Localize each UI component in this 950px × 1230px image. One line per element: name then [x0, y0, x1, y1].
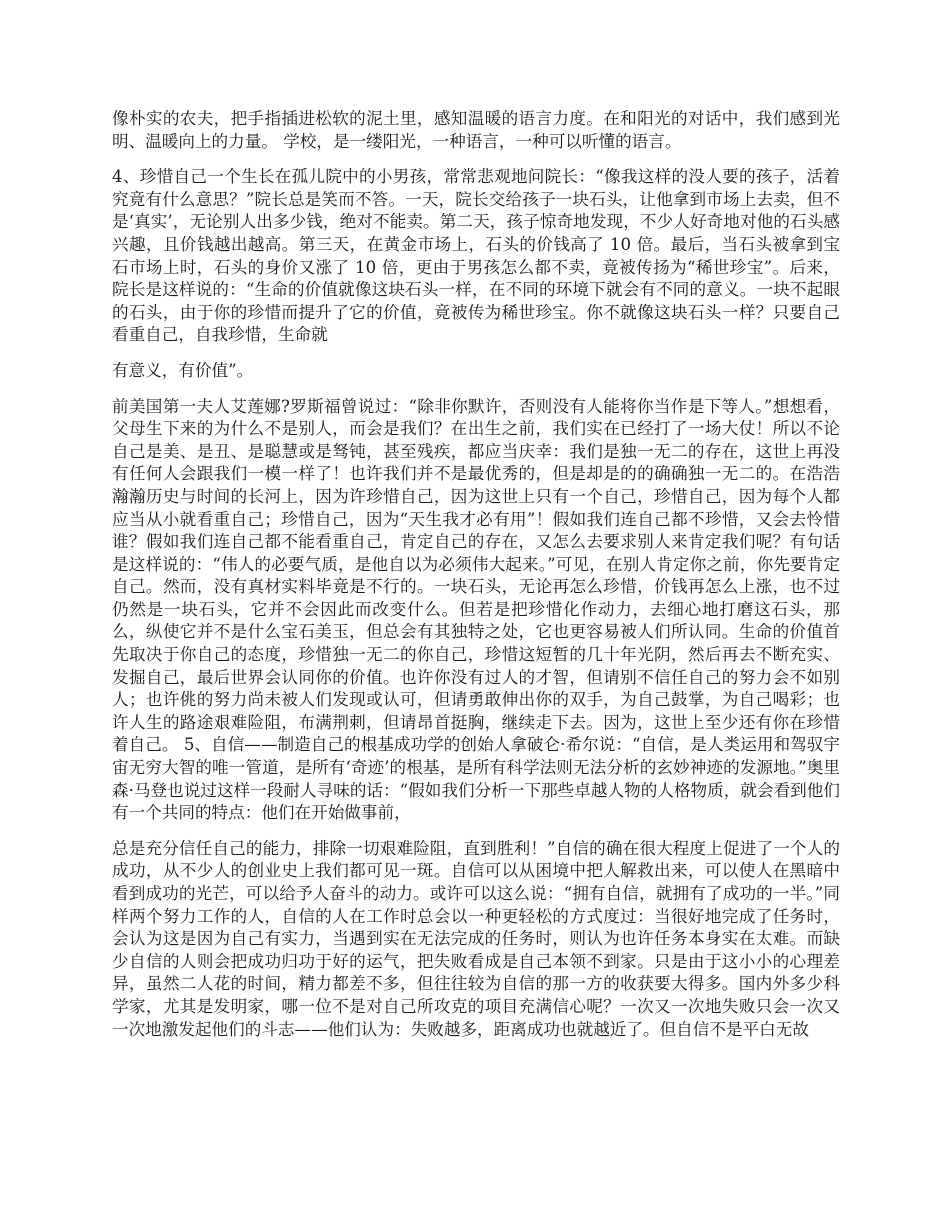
paragraph-2: 4、珍惜自己一个生长在孤儿院中的小男孩，常常悲观地问院长：“像我这样的没人要的孩子，活着究竟有什么意思？”院长总是笑而不答。一天，院长交给孩子一块石头，让他拿到市场上去卖，但不是‘真实’，无论别人出多少钱，绝对不能卖。第二天，孩子惊奇地发现，不少人好奇地对他的石头感兴趣，且价钱越出越高。第三天，在黄金市场上，石头的价钱高了 10 倍。最后，当石头被拿到宝石市场上时，石头的身价又涨了 10 倍，更由于男孩怎么都不卖，竟被传扬为“稀世珍宝”。后来，院长是这样说的：“生命的价值就像这块石头一样，在不同的环境下就会有不同的意义。一块不起眼的石头，由于你的珍惜而提升了它的价值，竟被传为稀世珍宝。你不就像这块石头一样？只要自己看重自己，自我珍惜，生命就 — [112, 167, 840, 345]
paragraph-1: 像朴实的农夫，把手指插进松软的泥土里，感知温暖的语言力度。在和阳光的对话中，我们感到光明、温暖向上的力量。 学校，是一缕阳光，一种语言，一种可以听懂的语言。 — [112, 109, 840, 151]
paragraph-4: 前美国第一夫人艾莲娜?罗斯福曾说过：“除非你默许，否则没有人能将你当作是下等人。”想想看，父母生下来的为什么不是别人，而会是我们？在出生之前，我们实在已经打了一场大仗！所以不论自己是美、是丑、是聪慧或是驽钝，甚至残疾，都应当庆幸：我们是独一无二的存在，这世上再没有任何人会跟我们一模一样了！也许我们并不是最优秀的，但是却是的的确确独一无二的。在浩浩瀚瀚历史与时间的长河上，因为许珍惜自己，因为这世上只有一个自己，珍惜自己，因为每个人都应当从小就看重自己；珍惜自己，因为“天生我才必有用”！假如我们连自己都不珍惜，又会去怜惜谁？假如我们连自己都不能看重自己，肯定自己的存在，又怎么去要求别人来肯定我们呢？有句话是这样说的：“伟人的必要气质，是他自以为必须伟大起来。”可见，在别人肯定你之前，你先要肯定自己。然而，没有真材实料毕竟是不行的。一块石头，无论再怎么珍惜，价钱再怎么上涨，也不过仍然是一块石头，它并不会因此而改变什么。但若是把珍惜化作动力，去细心地打磨这石头，那么，纵使它并不是什么宝石美玉，但总会有其独特之处，它也更容易被人们所认同。生命的价值首先取决于你自己的态度，珍惜独一无二的你自己，珍惜这短暂的几十年光阴，然后再去不断充实、发掘自己，最后世界会认同你的价值。也许你没有过人的才智，但请别不信任自己的努力会不如别人；也许佻的努力尚未被人们发现或认可，但请勇敢伸出你的双手，为自己鼓掌，为自己喝彩；也许人生的路途艰难险阻，布满荆刺，但请昂首挺胸，继续走下去。因为，这世上至少还有你在珍惜着自己。 5、自信——制造自己的根基成功学的创始人拿破仑·希尔说：“自信，是人类运用和驾驭宇宙无穷大智的唯一管道，是所有‘奇迹’的根基，是所有科学法则无法分析的玄妙神迹的发源地。”奥里森·马登也说过这样一段耐人寻味的话：“假如我们分析一下那些卓越人物的人格物质，就会看到他们有一个共同的特点：他们在开始做事前， — [112, 396, 840, 823]
document-body — [112, 108, 840, 1054]
paragraph-5: 总是充分信任自己的能力，排除一切艰难险阻，直到胜利！”自信的确在很大程度上促进了一个人的成功，从不少人的创业史上我们都可见一斑。自信可以从困境中把人解救出来，可以使人在黑暗中看到成功的光芒，可以给予人奋斗的动力。或许可以这么说：“拥有自信，就拥有了成功的一半。”同样两个努力工作的人，自信的人在工作时总会以一种更轻松的方式度过：当很好地完成了任务时，会认为这是因为自己有实力，当遇到实在无法完成的任务时，则认为也许任务本身实在太难。而缺少自信的人则会把成功归功于好的运气，把失败看成是自己本领不到家。只是由于这小小的心理差异，虽然二人花的时间，精力都差不多，但往往较为自信的那一方的收获要大得多。国内外多少科学家，尤其是发明家，哪一位不是对自己所攻克的项目充满信心呢？一次又一次地失败只会一次又一次地激发起他们的斗志——他们认为：失败越多，距离成功也就越近了。但自信不是平白无故 — [112, 838, 840, 1039]
paragraph-3: 有意义，有价值”。 — [112, 360, 254, 380]
